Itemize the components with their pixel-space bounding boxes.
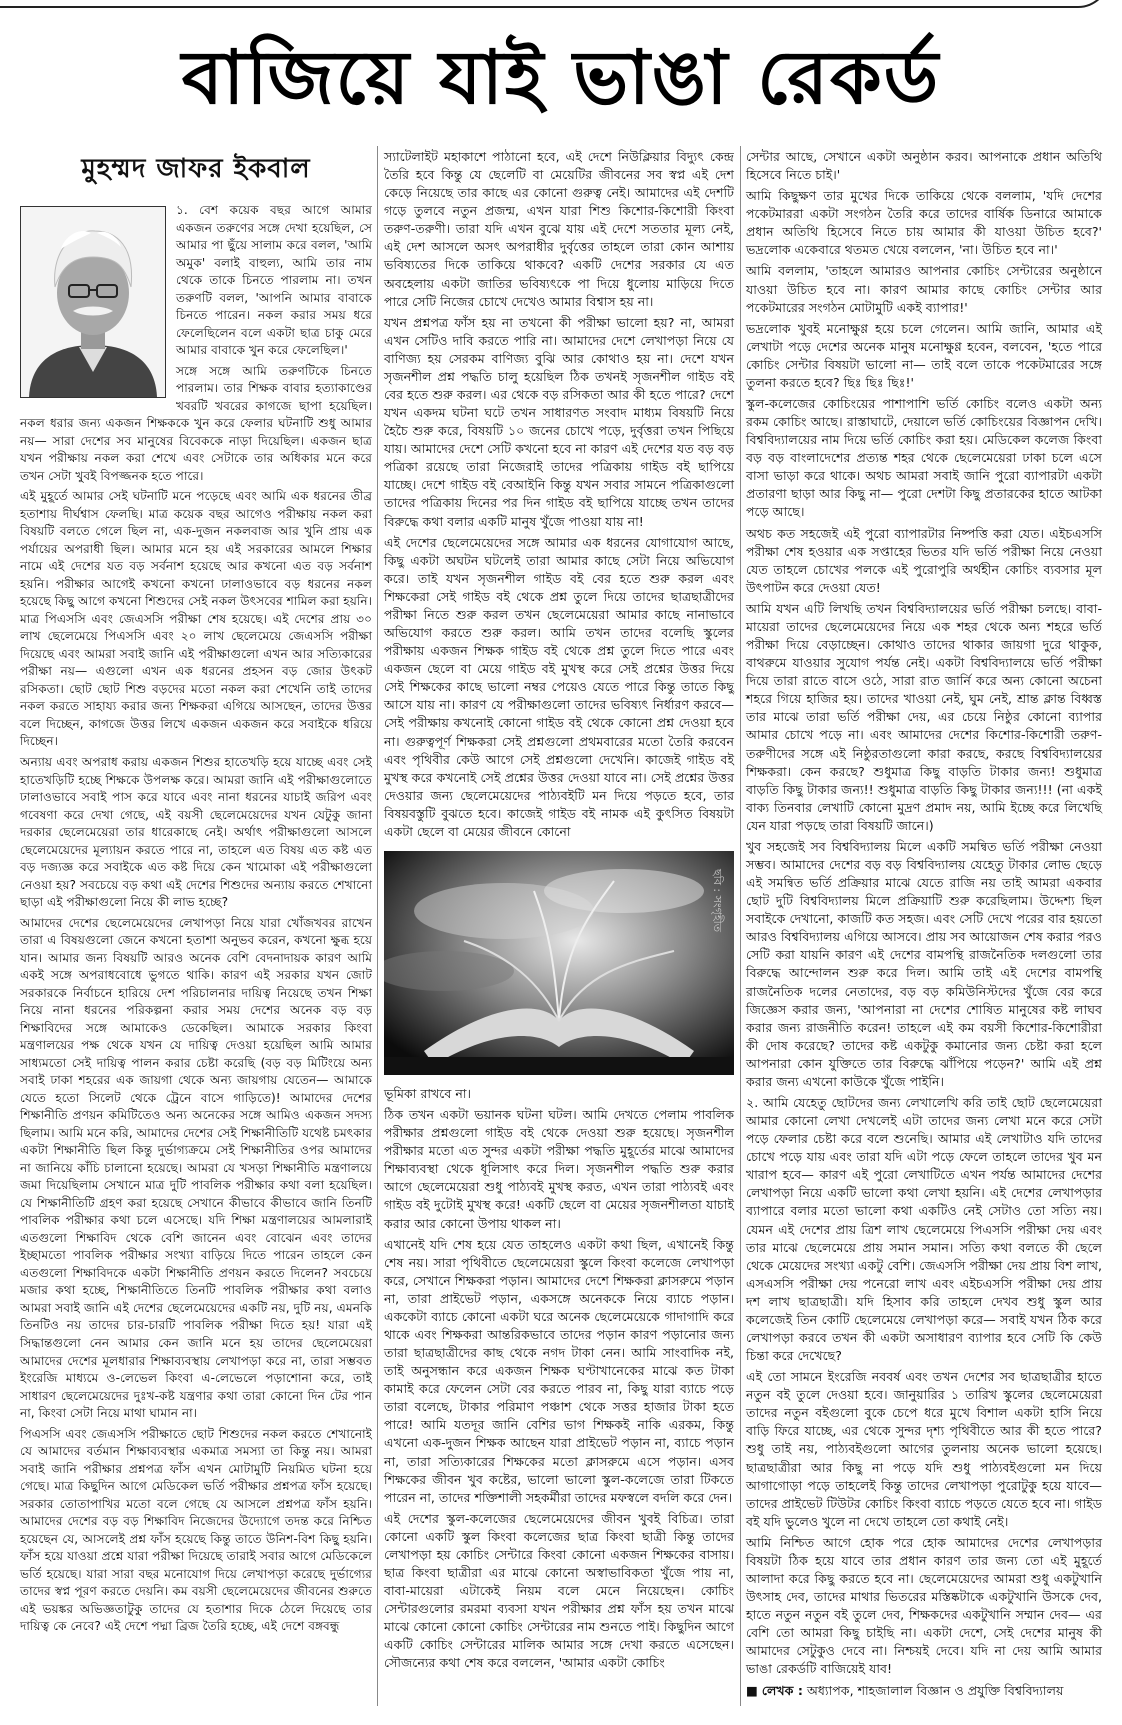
article-paragraph: ১. বেশ কয়েক বছর আগে আমার একজন তরুণের সঙ্গে দেখা হয়েছিল, সে আমার পা ছুঁয়ে সালাম করে বলল, 'আমি অমুক' বলাই বাহুল্য, আমি তার নাম থেকে তাকে চিনতে পারলাম না। তখন তরুণটি বলল, 'আপনি আমার বাবাকে চিনতে পারেন। নকল করার সময় ধরে ফেলেছিলেন বলে একটা ছাত্র চাকু মেরে আমার বাবাকে খুন করে ফেলেছিল।': [176, 203, 372, 358]
author-photo-illustration: [21, 207, 165, 397]
author-byline: মুহম্মদ জাফর ইকবাল: [81, 154, 311, 184]
article-paragraph: এখানেই যদি শেষ হয়ে যেত তাহলেও একটা কথা ছিল, এখানেই কিন্তু শেষ নয়। সারা পৃথিবীতে ছেলেমেয়েরা স্কুলে কিংবা কলেজে লেখাপড়া করে, সেখানে শিক্ষকরা পড়ান। আমাদের দেশে শিক্ষকরা ক্লাসরুমে পড়ান না, তারা প্রাইভেট পড়ান, একসঙ্গে অনেককে নিয়ে ব্যাচে পড়ান। এককেটা ব্যাচে কোনো একটা ঘরে অনেক ছেলেমেয়েকে গাদাগাদি করে থাকে এবং শিক্ষকরা আন্তরিকভাবে তাদের পড়ান কারণ পড়ানোর জন্য তারা ছাত্রছাত্রীদের কাছ থেকে নগদ টাকা নেন। আমি সাংবাদিক নই, তাই অনুসন্ধান করে একজন শিক্ষক ঘণ্টাখানেকের মাঝে কত টাকা কামাই করে ফেলেন সেটা বের করতে পারব না, কিছু যারা ব্যাচে পড়ে তারা বলেছে, টাকার পরিমাণ পঞ্চাশ থেকে সত্তর হাজার টাকা হতে পারে! আমি যতদূর জানি বেশির ভাগ শিক্ষকই নাকি এরকম, কিন্তু এখনো এক-দুজন শিক্ষক আছেন যারা প্রাইভেট পড়ান না, ব্যাচে পড়ান না, তারা সত্যিকারের শিক্ষকের মতো ক্লাসরুমে এসে পড়ান। এসব শিক্ষকের জীবন খুব কষ্টের, ভালো ভালো স্কুল-কলেজে তারা টিকতে পারেন না, তাদের শক্তিশালী সহকর্মীরা তাদের মফস্বলে বদলি করে দেন।: [384, 1236, 734, 1505]
article-paragraph: ঠিক তখন একটা ভয়ানক ঘটনা ঘটল। আমি দেখতে পেলাম পাবলিক পরীক্ষার প্রশ্নগুলো গাইড বই থেকে দেওয়া শুরু হয়েছে। সৃজনশীল পরীক্ষার মতো এত সুন্দর একটা পরীক্ষা পদ্ধতি মুহূর্তের মাঝে আমাদের শিক্ষাব্যবস্থা থেকে ধূলিসাৎ করে দিল। সৃজনশীল পদ্ধতি শুরু করার আগে ছেলেমেয়েরা শুধু পাঠ্যবই মুখস্থ করত, এখন তারা পাঠ্যবই এবং গাইড বই দুটোই মুখস্থ করে! একটি ছেলে বা মেয়ের সৃজনশীলতা যাচাই করার আর কোনো উপায় থাকল না।: [384, 1107, 734, 1231]
article-paragraph: আমি নিশ্চিত আগে হোক পরে হোক আমাদের দেশের লেখাপড়ার বিষয়টা ঠিক হয়ে যাবে তার প্রধান কারণ তার জন্য তো এই মুহূর্তে আলাদা করে কিছু করতে হবে না। ছেলেমেয়েদের আমরা শুধু একটুখানি উৎসাহ দেব, তাদের মাথার ভিতরের মস্তিষ্কটাকে একটুখানি উসকে দেব, হাতে নতুন নতুন বই তুলে দেব, শিক্ষকদের একটুখানি সম্মান দেব— এর বেশি তো আমরা কিছু চাইছি না। একটা দেশে, সেই দেশের মানুষ কী আমাদের সেটুকুও দেবে না। নিশ্চয়ই দেবে। যদি না দেয় আমি আমার ভাঙা রেকর্ডটি বাজিয়েই যাব!: [746, 1534, 1102, 1677]
article-paragraph: এই মুহূর্তে আমার সেই ঘটনাটি মনে পড়েছে এবং আমি এক ধরনের তীব্র হতাশায় দীর্ঘশ্বাস ফেলছি। মাত্র কয়েক বছর আগেও পরীক্ষায় নকল করা বিষয়টি বলতে গেলে ছিল না, এক-দুজন নকলবাজ আর খুনি প্রায় এক পর্যায়ের অপরাধী ছিল। আমার মনে হয় এই সরকারের আমলে শিক্ষার নামে এই দেশের যত বড় সর্বনাশ হয়েছে আর কখনো এত বড় সর্বনাশ হয়নি। পরীক্ষার আগেই কখনো কখনো ঢালাওভাবে বড় ধরনের নকল হয়েছে কিছু আগে কখনো শিশুদের সেই নকল উৎসবের শামিল করা হয়নি। মাত্র পিএসসি এবং জেএসসি পরীক্ষা শেষ হয়েছে। এই দেশের প্রায় ৩০ লাখ ছেলেমেয়ে পিএসসি এবং ২০ লাখ ছেলেমেয়ে জেএসসি পরীক্ষা দিয়েছে এবং আমরা সবাই জানি এই পরীক্ষাগুলো এখন আর সত্যিকারের পরীক্ষা নয়— এগুলো এখন এক ধরনের প্রহসন বড় জোর উৎকট রসিকতা। ছোট ছোট শিশু বড়দের মতো নকল করা শেখেনি তাই তাদের নকল করতে সাহায্য করার জন্য শিক্ষকরা এগিয়ে আসছেন, তাদের উত্তর বলে দিচ্ছেন, কাগজে উত্তর লিখে একজন একজন করে সবাইকে ধরিয়ে দিচ্ছেন।: [20, 489, 372, 749]
article-paragraph: আমি যখন এটি লিখছি তখন বিশ্ববিদ্যালয়ের ভর্তি পরীক্ষা চলছে। বাবা-মায়েরা তাদের ছেলেমেয়েদের নিয়ে এক শহর থেকে অন্য শহরে ভর্তি পরীক্ষা দিয়ে বেড়াচ্ছেন। কোথাও তাদের থাকার জায়গা দুরে থাকুক, বাথরুমে যাওয়ার সুযোগ পর্যন্ত নেই। একটা বিশ্ববিদ্যালয়ে ভর্তি পরীক্ষা দিয়ে তারা রাতে বাসে ওঠে, সারা রাত জার্নি করে অন্য কোনো অচেনা শহরে গিয়ে হাজির হয়। তাদের খাওয়া নেই, ঘুম নেই, শ্রান্ত ক্লান্ত বিধ্বস্ত তার মাঝে তারা ভর্তি পরীক্ষা দেয়, এর চেয়ে নিষ্ঠুর কোনো ব্যাপার আমার চোখে পড়ে না। এবং আমাদের দেশের কিশোর-কিশোরী তরুণ-তরুণীদের সঙ্গে এই নিষ্ঠুরতাগুলো কারা করছে, করছে বিশ্ববিদ্যালয়ের শিক্ষকরা। কেন করছে? শুধুমাত্র কিছু বাড়তি টাকার জন্য! শুধুমাত্র বাড়তি কিছু টাকার জন্য!! শুধুমাত্র বাড়তি কিছু টাকার জন্য!!! (না একই বাক্য তিনবার লেখাটি কোনো মুদ্রণ প্রমাদ নয়, আমি ইচ্ছে করে লিখেছি যেন যারা পড়ছে তারা বিষয়টি জানে।): [746, 600, 1102, 833]
article-paragraph: স্যাটেলাইট মহাকাশে পাঠানো হবে, এই দেশে নিউক্লিয়ার বিদ্যুৎ কেন্দ্র তৈরি হবে কিন্তু যে ছেলেটি বা মেয়েটির জীবনের সব স্বপ্ন এই দেশ কেড়ে নিয়েছে তার কাছে এর কোনো গুরুত্ব নেই। আমাদের এই দেশটি গড়ে তুলবে নতুন প্রজন্ম, এখন যারা শিশু কিশোর-কিশোরী কিংবা তরুণ-তরুণী। তারা যদি এখন বুঝে যায় এই দেশে সততার মূল্য নেই, এই দেশ আসলে অসৎ অপরাধীর দুর্বৃত্তের তাহলে তারা কোন আশায় ভবিষ্যতের দিকে তাকিয়ে থাকবে? একটি দেশের সরকার যে এত অবহেলায় একটা জাতির ভবিষ্যৎকে পা দিয়ে ধুলোয় মাড়িয়ে দিতে পারে সেটি নিজের চোখে দেখেও আমার বিশ্বাস হয় না।: [384, 149, 734, 309]
column-3: [746, 148, 1102, 1701]
open-book-illustration: [384, 851, 734, 1075]
column-rule: [377, 146, 378, 1706]
writer-label: লেখক :: [761, 1683, 803, 1699]
article-paragraph: ভদ্রলোক খুবই মনোক্ষুণ্ণ হয়ে চলে গেলেন। আমি জানি, আমার এই লেখাটা পড়ে দেশের অনেক মানুষ মনোক্ষুণ্ণ হবেন, বলবেন, 'হতে পারে কোচিং সেন্টার বিষয়টা ভালো না— তাই বলে তাকে পকেটমারের সঙ্গে তুলনা করতে হবে? ছিঃ ছিঃ ছিঃ!': [746, 320, 1102, 390]
article-paragraph: আমি কিছুক্ষণ তার মুখের দিকে তাকিয়ে থেকে বললাম, 'যদি দেশের পকেটমাররা একটা সংগঠন তৈরি করে তাদের বার্ষিক ডিনারে আমাকে প্রধান অতিথি হিসেবে নিতে চায় আমার কী যাওয়া উচিত হবে?' ভদ্রলোক একেবারে থতমত খেয়ে বললেন, 'না। উচিত হবে না।': [746, 188, 1102, 258]
article-paragraph: খুব সহজেই সব বিশ্ববিদ্যালয় মিলে একটি সমন্বিত ভর্তি পরীক্ষা নেওয়া সম্ভব। আমাদের দেশের বড় বড় বিশ্ববিদ্যালয় যেহেতু টাকার লোভ ছেড়ে এই সমন্বিত ভর্তি প্রক্রিয়ার মাঝে যেতে রাজি নয় তাই আমরা একবার ছোট দুটি বিশ্ববিদ্যালয় মিলে প্রক্রিয়াটি শুরু করেছিলাম। উদ্দেশ্য ছিল সবাইকে দেখানো, কাজটি কত সহজ। এবং সেটি দেখে পরের বার হয়তো আরও বিশ্ববিদ্যালয় এগিয়ে আসবে। প্রায় সব আয়োজন শেষ করার পরও সেটি করা যায়নি কারণ এই দেশের বামপন্থি রাজনৈতিক দলগুলো তার বিরুদ্ধে আন্দোলন শুরু করে দিল। আমি তাই এই দেশের বামপন্থি রাজনৈতিক দলের নেতাদের, বড় বড় কমিউনিস্টদের খুঁজে বের করে জিজ্ঞেস করার জন্য, 'আপনারা না দেশের শোষিত মানুষের কষ্ট লাঘব করার জন্য রাজনীতি করেন! তাহলে এই কম বয়সী কিশোর-কিশোরীরা কী দোষ করেছে? তাদের কষ্ট একটুকু কমানোর জন্য চেষ্টা করা হলে আপনারা কোন যুক্তিতে তার বিরুদ্ধে ঝাঁপিয়ে পড়েন?' আমি এই প্রশ্ন করার জন্য এখনো কাউকে খুঁজে পাইনি।: [746, 838, 1102, 1089]
photo-credit: ছবি : সংগৃহীত: [711, 868, 724, 932]
article-paragraph: যখন প্রশ্নপত্র ফাঁস হয় না তখনো কী পরীক্ষা ভালো হয়? না, আমরা এখন সেটিও দাবি করতে পারি না। আমাদের দেশে লেখাপড়া নিয়ে যে বাণিজ্য হয় সেরকম বাণিজ্য বুঝি আর কোথাও হয় না। দেশে যখন সৃজনশীল প্রশ্ন পদ্ধতি চালু হয়েছিল ঠিক তখনই সৃজনশীল গাইড বই বের হতে শুরু করল। এর থেকে বড় রসিকতা আর কী হতে পারে? দেশে যখন একদম ঘটনা ঘটে তখন সাধারণত সংবাদ মাধ্যম বিষয়টি নিয়ে হৈচৈ শুরু করে, বিষয়টি ১০ জনের চোখে পড়ে, দুর্বৃত্তরা তখন পিছিয়ে যায়। আমাদের দেশে সেটি কখনো হবে না কারণ এই দেশের যত বড় বড় পত্রিকা রয়েছে তারা নিজেরাই তাদের পত্রিকায় গাইড বই ছাপিয়ে যাচ্ছে। দেশে গাইড বই বেআইনি কিন্তু যখন সবার সামনে পত্রিকাগুলো তাদের পত্রিকায় দিনের পর দিন গাইড বই ছাপিয়ে যাচ্ছে তখন তাদের বিরুদ্ধে কথা বলার একটি মানুষ খুঁজে পাওয়া যায় না!: [384, 314, 734, 529]
headline: বাজিয়ে যাই ভাঙা রেকর্ড: [181, 35, 941, 121]
author-portrait: [20, 206, 166, 398]
article-paragraph: সঙ্গে সঙ্গে আমি তরুণটিকে চিনতে পারলাম। তার শিক্ষক বাবার হত্যাকাণ্ডের খবরটি খবরের কাগজে ছাপা হয়েছিল। নকল ধরার জন্য একজন শিক্ষককে খুন করে ফেলার ঘটনাটি শুধু আমার নয়— সারা দেশের সব মানুষের বিবেককে নাড়া দিয়েছিল। একজন ছাত্র যখন পরীক্ষায় নকল করা শেখে এবং সেটাকে তার অধিকার মনে করে তখন সেটা খুবই বিপজ্জনক হতে পারে।: [20, 363, 372, 483]
article-paragraph: আমি বললাম, 'তাহলে আমারও আপনার কোচিং সেন্টারের অনুষ্ঠানে যাওয়া উচিত হবে না। কারণ আমার কাছে কোচিং সেন্টার আর পকেটমারের সংগঠন মোটামুটি একই ব্যাপার!': [746, 263, 1102, 315]
article-paragraph: সেন্টার আছে, সেখানে একটা অনুষ্ঠান করব। আপনাকে প্রধান অতিথি হিসেবে নিতে চাই।': [746, 149, 1102, 183]
article-paragraph: অন্যায় এবং অপরাধ করায় একজন শিশুর হাতেখড়ি হয়ে যাচ্ছে এবং সেই হাতেখড়িটি হচ্ছে শিক্ষকে উপলক্ষ করে। আমরা জানি এই পরীক্ষাগুলোতে ঢালাওভাবে সবাই পাস করে যাবে এবং নানা ধরনের যাচাই জরিপ এবং গবেষণা করে দেখা গেছে, এই বয়সী ছেলেমেয়েদের যখন যেটুকু জানা দরকার ছেলেমেয়েরা তার ধারেকাছে নেই। অর্থাৎ পরীক্ষাগুলো আসলে ছেলেমেয়েদের মূল্যায়ন করতে পারে না, তাহলে এত বিষয় এত কষ্ট এত বড় দজ্যজ্ঞ করে সবাইকে এত কষ্ট দিয়ে কেন খামোকা এই পরীক্ষাগুলো নেওয়া হয়? সবচেয়ে বড় কথা এই দেশের শিশুদের অন্যায় করতে শেখানো ছাড়া এই পরীক্ষাগুলো নিয়ে কী লাভ হচ্ছে?: [20, 754, 372, 910]
writer-title: অধ্যাপক, শাহজালাল বিজ্ঞান ও প্রযুক্তি বিশ্ববিদ্যালয়: [806, 1683, 1064, 1699]
article-paragraph: ২. আমি যেহেতু ছোটদের জন্য লেখালেখি করি তাই ছোট ছেলেমেয়েরা আমার কোনো লেখা দেখলেই এটা তাদের জন্য লেখা মনে করে সেটা পড়ে ফেলার চেষ্টা করে বলে শুনেছি। আমার এই লেখাটাও যদি তাদের চোখে পড়ে যায় এবং তারা যদি এটা পড়ে ফেলে তাহলে তাদের খুব মন খারাপ হবে— কারণ এই পুরো লেখাটিতে এখন পর্যন্ত আমাদের দেশের লেখাপড়া নিয়ে একটি ভালো কথা লেখা হয়নি। এই দেশের লেখাপড়ার ব্যাপারে বলার মতো ভালো কথা একটিও নেই সেটাও তো সত্যি নয়। যেমন এই দেশের প্রায় ত্রিশ লাখ ছেলেমেয়ে পিএসসি পরীক্ষা দেয় এবং তার মাঝে ছেলেমেয়ে প্রায় সমান সমান। সত্যি কথা বলতে কী ছেলে থেকে মেয়েদের সংখ্যা একটু বেশি। জেএসসি পরীক্ষা দেয় প্রায় বিশ লাখ, এসএসসি পরীক্ষা দেয় পনেরো লাখ এবং এইচএসসি পরীক্ষা দেয় প্রায় দশ লাখ ছাত্রছাত্রী। যদি হিসাব করি তাহলে দেখব শুধু স্কুল আর কলেজেই তিন কোটি ছেলেমেয়ে লেখাপড়া করে— সবাই যখন ঠিক করে লেখাপড়া করবে তখন কী একটা অসাধারণ ব্যাপার হবে সেটি কি কেউ চিন্তা করে দেখেছে?: [746, 1094, 1102, 1364]
writer-credit: [746, 1682, 1102, 1700]
article-paragraph: পিএসসি এবং জেএসসি পরীক্ষাতে ছোট শিশুদের নকল করতে শেখানোই যে আমাদের বর্তমান শিক্ষাব্যবস্থার একমাত্র সমস্যা তা কিন্তু নয়। আমরা সবাই জানি পরীক্ষার প্রশ্নপত্র ফাঁস এখন মোটামুটি নিয়মিত ঘটনা হয়ে গেছে। মাত্র কিছুদিন আগে মেডিকেল ভর্তি পরীক্ষার প্রশ্নপত্র ফাঁস হয়েছে। সরকার তোতাপাখির মতো বলে গেছে যে আসলে প্রশ্নপত্র ফাঁস হয়নি। আমাদের দেশের বড় বড় শিক্ষাবিদ নিজেদের উদ্যোগে তদন্ত করে নিশ্চিত হয়েছেন যে, আসলেই প্রশ্ন ফাঁস হয়েছে কিন্তু তাতে উনিশ-বিশ কিছু হয়নি। ফাঁস হয়ে যাওয়া প্রশ্নে যারা পরীক্ষা দিয়েছে তারাই সবার আগে মেডিকেলে ভর্তি হয়েছে। যারা সারা বছর মনোযোগ দিয়ে লেখাপড়া করেছে দুর্ভাগ্যের তাদের স্বপ্ন পূরণ করতে দেয়নি। কম বয়সী ছেলেমেয়েদের জীবনের শুরুতে এই ভয়ঙ্কর অভিজ্ঞতাটুকু তাদের যে হতাশার দিকে ঠেলে দিয়েছে তার দায়িত্ব কে নেবে? এই দেশে পদ্মা ব্রিজ তৈরি হচ্ছে, এই দেশে বঙ্গবন্ধু: [20, 1426, 372, 1634]
article-paragraph: ভূমিকা রাখবে না।: [384, 1085, 472, 1101]
column-1: [20, 140, 372, 1639]
article-paragraph: এই দেশের স্কুল-কলেজের ছেলেমেয়েদের জীবন খুবই বিচিত্র। তারা কোনো একটি স্কুল কিংবা কলেজের ছাত্র কিংবা ছাত্রী কিন্তু তাদের লেখাপড়া হয় কোচিং সেন্টারে কিংবা কোনো একজন শিক্ষকের বাসায়। ছাত্র কিংবা ছাত্রীরা এর মাঝে কোনো অস্বাভাবিকতা খুঁজে পায় না, বাবা-মায়েরা এটাকেই নিয়ম বলে মেনে নিয়েছেন। কোচিং সেন্টারগুলোর রমরমা ব্যবসা যখন পরীক্ষার প্রশ্ন ফাঁস হয় তখন মাঝে মাঝে কোনো কোনো কোচিং সেন্টারের নাম শুনতে পাই। কিছুদিন আগে একটি কোচিং সেন্টারের মালিক আমার সঙ্গে দেখা করতে এসেছেন। সৌজন্যের কথা শেষ করে বললেন, 'আমার একটা কোচিং: [384, 1510, 734, 1671]
column-rule: [740, 146, 741, 1706]
square-bullet-icon: ■: [746, 1683, 758, 1699]
column-2: [384, 148, 734, 1675]
article-paragraph: স্কুল-কলেজের কোচিংয়ের পাশাপাশি ভর্তি কোচিং বলেও একটা অন্য রকম কোচিং আছে। রাস্তাঘাটে, দেয়ালে ভর্তি কোচিংয়ের বিজ্ঞাপন দেখি। বিশ্ববিদ্যালয়ের নাম দিয়ে ভর্তি কোচিং করা হয়। মেডিকেল কলেজ কিংবা বড় বড় বাংলাদেশের প্রত্যন্ত শহর থেকে ছেলেমেয়েরা ঢাকা চলে এসে বাসা ভাড়া করে থাকে। অথচ আমরা সবাই জানি পুরো ব্যাপারটা একটা প্রতারণা ছাড়া আর কিছু না— পুরো দেশটা কিছু প্রতারকের হাতে আটকা পড়ে আছে।: [746, 396, 1102, 520]
page-frame-corner: [0, 0, 1110, 8]
article-paragraph: আমাদের দেশের ছেলেমেয়েদের লেখাপড়া নিয়ে যারা খোঁজখবর রাখেন তারা এ বিষয়গুলো জেনে কখনো হতাশা অনুভব করেন, কখনো ক্ষুব্ধ হয়ে যান। আমার জন্য বিষয়টি আরও অনেক বেশি বেদনাদায়ক কারণ আমি একই সঙ্গে অপরাধবোধে ভুগতে থাকি। কারণ এই সরকার যখন জোট সরকারকে নির্বাচনে হারিয়ে দেশ পরিচালনার দায়িত্ব নিয়েছে তখন শিক্ষা নিয়ে নানা ধরনের পরিকল্পনা করার সময় দেশের অনেক বড় বড় শিক্ষাবিদের সঙ্গে আমাকেও ডেকেছিল। আমাকে সরকার কিংবা মন্ত্রণালয়ের পক্ষ থেকে যখন যে দায়িত্ব দেওয়া হয়েছিল আমি আমার সাধ্যমতো সেই দায়িত্ব পালন করার চেষ্টা করেছি (বড় বড় মিটিংয়ে অন্য সবাই ঢাকা শহরের এক জায়গা থেকে অন্য জায়গায় যেতেন— আমাকে যেতে হতো সিলেট থেকে ট্রেনে বাসে গাড়িতে)! আমাদের দেশের শিক্ষানীতি প্রণয়ন কমিটিতেও অন্য অনেকের সঙ্গে আমিও একজন সদস্য ছিলাম। আমি মনে করি, আমাদের দেশের সেই শিক্ষানীতিটি যথেষ্ট চমৎকার একটা শিক্ষানীতি ছিল কিন্তু দুর্ভাগ্যক্রমে সেই শিক্ষানীতির ওপর আমাদের না জানিয়ে কাঁচি চালানো হয়েছে। আমরা যে খসড়া শিক্ষানীতি মন্ত্রণালয়ে জমা দিয়েছিলাম সেখানে মাত্র দুটি পাবলিক পরীক্ষার কথা বলা হয়েছিল। যে শিক্ষানীতিটি গ্রহণ করা হয়েছে সেখানে কীভাবে কীভাবে জানি তিনটি পাবলিক পরীক্ষার কথা চলে এসেছে। যদি শিক্ষা মন্ত্রণালয়ের আমলারাই এতগুলো শিক্ষাবিদ থেকে বেশি জানেন এবং বোঝেন এবং তাদের ইচ্ছামতো পাবলিক পরীক্ষার সংখ্যা বাড়িয়ে দিতে পারেন তাহলে কেন এতগুলো শিক্ষাবিদকে একটা শিক্ষানীতি প্রণয়ন করতে দিলেন? সবচেয়ে মজার কথা হচ্ছে, শিক্ষানীতিতে তিনটি পাবলিক পরীক্ষার কথা বলাও আমরা সবাই জানি এই দেশের ছেলেমেয়েদের একটি নয়, দুটি নয়, এমনকি তিনটিও নয় তাদের চার-চারটি পাবলিক পরীক্ষা দিতে হয়! যারা এই সিদ্ধান্তগুলো নেন আমার কেন জানি মনে হয় তাদের ছেলেমেয়েরা আমাদের দেশের মূলধারার শিক্ষাব্যবস্থায় লেখাপড়া করে না, তারা সম্ভবত ইংরেজি মাধ্যমে ও-লেভেল কিংবা এ-লেভেলে পড়াশোনা করে, তাই সাধারণ ছেলেমেয়েদের দুঃখ-কষ্ট যন্ত্রণার কথা তারা কোনো দিন টের পান না, কিংবা সেটা নিয়ে মাথা ঘামান না।: [20, 915, 372, 1421]
article-paragraph: এই দেশের ছেলেমেয়েদের সঙ্গে আমার এক ধরনের যোগাযোগ আছে, কিছু একটা অঘটন ঘটলেই তারা আমার কাছে সেটা নিয়ে অভিযোগ করে। তাই যখন সৃজনশীল গাইড বই বের হতে শুরু করল এবং শিক্ষকেরা সেই গাইড বই থেকে প্রশ্ন তুলে দিয়ে তাদের ছাত্রছাত্রীদের পরীক্ষা নিতে শুরু করল তখন ছেলেমেয়েরা আমার কাছে নানাভাবে অভিযোগ করতে শুরু করল। আমি তখন তাদের বলেছি স্কুলের পরীক্ষায় একজন শিক্ষক গাইড বই থেকে প্রশ্ন তুলে দিতে পারে এবং একজন ছেলে বা মেয়ে গাইড বই মুখস্থ করে সেই প্রশ্নের উত্তর দিয়ে সেই শিক্ষকের কাছে ভালো নম্বর পেয়েও যেতে পারে কিন্তু তাতে কিছু আসে যায় না। কারণ যে পরীক্ষাগুলো তাদের ভবিষ্যৎ নির্ধারণ করবে— সেই পরীক্ষায় কখনোই কোনো গাইড বই থেকে কোনো প্রশ্ন দেওয়া হবে না। গুরুত্বপূর্ণ শিক্ষকরা সেই প্রশ্নগুলো প্রথমবারের মতো তৈরি করবেন এবং পৃথিবীর কেউ আগে সেই প্রশ্নগুলো দেখেনি। কাজেই গাইড বই মুখস্থ করে কখনোই সেই প্রশ্নের উত্তর দেওয়া যাবে না। সেই প্রশ্নের উত্তর দেওয়ার জন্য ছেলেমেয়েদের পাঠ্যবইটি মন দিয়ে পড়তে হবে, তার বিষয়বস্তুটি বুঝতে হবে। কাজেই গাইড বই নামক এই কুৎসিত বিষয়টা একটা ছেলে বা মেয়ের জীবনে কোনো: [384, 534, 734, 839]
article-paragraph: অথচ কত সহজেই এই পুরো ব্যাপারটার নিষ্পত্তি করা যেত। এইচএসসি পরীক্ষা শেষ হওয়ার এক সপ্তাহের ভিতর যদি ভর্তি পরীক্ষা নিয়ে নেওয়া যেত তাহলে চোখের পলকে এই পুরোপুরি অর্থহীন কোচিং ব্যবসার মূল উৎপাটন করে দেওয়া যেত!: [746, 525, 1102, 595]
open-book-photo: [384, 851, 734, 1075]
article-paragraph: এই তো সামনে ইংরেজি নববর্ষ এবং তখন দেশের সব ছাত্রছাত্রীর হাতে নতুন বই তুলে দেওয়া হবে। জানুয়ারির ১ তারিখ স্কুলের ছেলেমেয়েরা তাদের নতুন বইগুলো বুকে চেপে ধরে মুখে বিশাল একটা হাসি নিয়ে বাড়ি ফিরে যাচ্ছে, এর থেকে সুন্দর দৃশ্য পৃথিবীতে আর কী হতে পারে? শুধু তাই নয়, পাঠ্যবইগুলো আগের তুলনায় অনেক ভালো হয়েছে। ছাত্রছাত্রীরা আর কিছু না পড়ে যদি শুধু পাঠ্যবইগুলো মন দিয়ে আগাগোড়া পড়ে তাহলেই কিন্তু তাদের লেখাপড়া পুরোটুকু হয়ে যাবে— তাদের প্রাইভেট টিউটর কোচিং কিংবা ব্যাচে পড়তে যেতে হবে না। গাইড বই যদি ভুলেও খুলে না দেখে তাহলে তো কথাই নেই।: [746, 1369, 1102, 1529]
